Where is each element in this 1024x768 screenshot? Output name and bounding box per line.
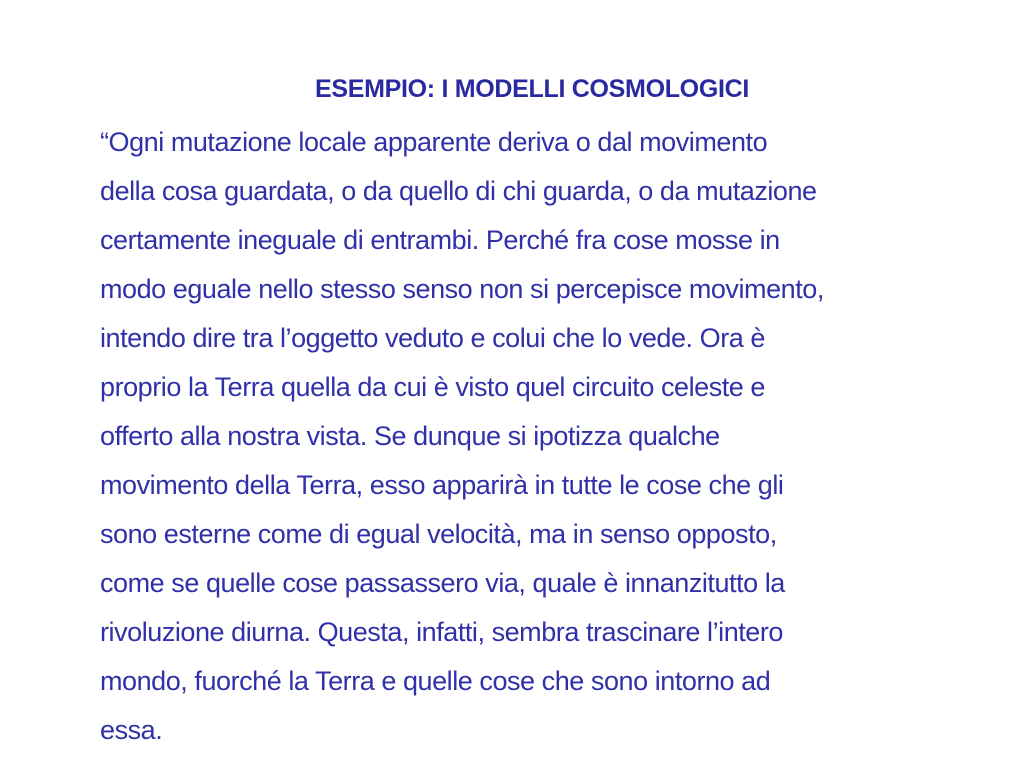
quote-line: certamente ineguale di entrambi. Perché fra cose mosse in [100,225,780,255]
quote-line: modo eguale nello stesso senso non si percepisce movimento, [100,274,824,304]
quote-line: essa. [100,715,163,745]
quote-line: offerto alla nostra vista. Se dunque si ipotizza qualche [100,421,720,451]
slide-title: ESEMPIO: I MODELLI COSMOLOGICI [314,75,750,103]
quote-line: movimento della Terra, esso apparirà in tutte le cose che gli [100,470,784,500]
quote-line: mondo, fuorché la Terra e quelle cose che sono intorno ad [100,666,771,696]
quote-line: della cosa guardata, o da quello di chi guarda, o da mutazione [100,176,817,206]
quote-line: intendo dire tra l’oggetto veduto e colui che lo vede. Ora è [100,323,765,353]
quote-line: come se quelle cose passassero via, quale è innanzitutto la [100,568,785,598]
quote-line: sono esterne come di egual velocità, ma in senso opposto, [100,519,777,549]
quote-line: “Ogni mutazione locale apparente deriva o dal movimento [100,127,768,157]
quote-line: proprio la Terra quella da cui è visto quel circuito celeste e [100,372,765,402]
quote-body [100,120,824,757]
quote-line: rivoluzione diurna. Questa, infatti, sembra trascinare l’intero [100,617,783,647]
